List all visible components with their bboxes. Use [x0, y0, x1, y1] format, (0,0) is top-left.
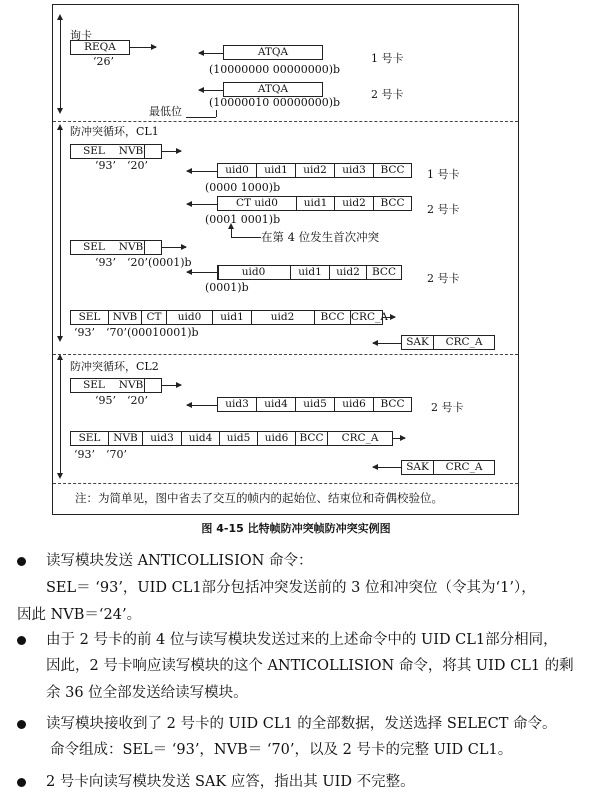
anticoll2-divider [144, 241, 145, 254]
sak1-sak: SAK [402, 336, 434, 349]
select2-uid4: uid4 [182, 432, 220, 445]
bullet-4-line-1: 2 号卡向读写模块发送 SAK 应答，指出其 UID 不完整。 [46, 774, 415, 790]
atqa1-bits: (10000000 00000000)b [209, 63, 341, 76]
timeline-line-1 [60, 17, 61, 110]
anticoll1-code: ‘93’ ‘20’ [95, 159, 148, 172]
bullet-4-dot [17, 778, 26, 787]
anticoll1-nvb: NVB [118, 145, 144, 157]
atqa1-arrow [199, 53, 223, 54]
bullet-3-line-1: 读写模块接收到了 2 号卡的 UID CL1 的全部数据，发送选择 SELECT 命令。 [46, 716, 557, 732]
cl2-uid6: uid6 [335, 398, 374, 411]
collision-note: 在第 4 位发生首次冲突 [261, 230, 380, 244]
card1-uid-arrow [187, 171, 217, 172]
anticoll2-nvb: NVB [118, 241, 144, 253]
select1-nvb: NVB [109, 311, 142, 324]
divider-1 [53, 121, 518, 122]
card1-uid3: uid3 [335, 164, 374, 177]
atqa2-arrow [199, 90, 223, 91]
reqa-arrow [130, 47, 156, 48]
sak2-crc: CRC_A [445, 461, 483, 473]
bullet-2-line-2: 因此，2 号卡响应读写模块的这个 ANTICOLLISION 命令，将其 UID CL1 的剩 [46, 658, 574, 674]
timeline-down-arrow-3 [57, 473, 63, 479]
anticoll3-nvb: NVB [118, 379, 144, 391]
card2-uid0: uid0 [254, 197, 278, 209]
anticoll2-arrow [162, 247, 186, 248]
card1-label-b: 1 号卡 [427, 168, 460, 181]
section-cl1-title: 防冲突循环，CL1 [70, 125, 159, 138]
anticoll1-arrow [162, 151, 181, 152]
bullet-3-line-2: 命令组成：SEL＝ ‘93’，NVB＝ ‘70’，以及 2 号卡的完整 UID CL1。 [50, 742, 513, 758]
select1-arrow [383, 317, 395, 318]
reqa-frame [70, 40, 130, 55]
card2-uid2: uid2 [335, 197, 374, 210]
atqa1-frame [223, 45, 323, 60]
figure-note: 注：为简单见，图中省去了交互的帧内的起始位、结束位和奇偶校验位。 [75, 491, 443, 505]
sak1-arrow [373, 343, 401, 344]
card2-rest-bcc: BCC [372, 266, 396, 278]
card2-cl2-frame [217, 397, 412, 412]
reqa-label: REQA [84, 41, 116, 53]
section-request-title: 询卡 [70, 29, 92, 42]
select1-frame [70, 310, 388, 325]
card2-label-c: 2 号卡 [427, 272, 460, 285]
select2-code: ‘93’ ‘70’ [74, 448, 127, 461]
bullet-1-line-2: SEL＝ ‘93’，UID CL1部分包括冲突发送前的 3 位和冲突位（令其为‘1’）， [46, 580, 536, 596]
card2-label-a: 2 号卡 [371, 88, 404, 101]
collision-pointer-tip [228, 223, 234, 229]
bullet-1-dot [17, 557, 26, 566]
bullet-2-line-1: 由于 2 号卡的前 4 位与读写模块发送过来的上述命令中的 UID CL1部分相同， [46, 632, 558, 648]
anticoll3-arrow [162, 385, 181, 386]
select2-frame [70, 431, 393, 446]
card2-uid1: uid1 [296, 197, 335, 210]
lowest-bit-tick [216, 110, 217, 117]
card1-uid-bits: (0000 1000)b [205, 181, 281, 194]
bullet-1-line-3: 因此 NVB＝‘24’。 [17, 607, 142, 623]
card1-bcc: BCC [380, 164, 405, 176]
card2-label-b: 2 号卡 [427, 203, 460, 216]
anticoll1-frame [70, 144, 162, 159]
timeline-line-3 [60, 357, 61, 474]
card2-ct-uid0 [218, 197, 296, 210]
select2-arrow [393, 438, 405, 439]
lowest-bit-leader [186, 117, 216, 118]
card1-uid2: uid2 [296, 164, 335, 177]
sak2-frame [401, 460, 495, 475]
bullet-2-dot [17, 636, 26, 645]
card2-rest-uid1: uid1 [291, 266, 330, 279]
atqa1-label: ATQA [257, 46, 289, 58]
card1-uid-frame [217, 163, 412, 178]
card1-label-a: 1 号卡 [371, 52, 404, 65]
anticoll3-sel: SEL [83, 379, 105, 391]
card2-rest-uid0: uid0 [217, 266, 291, 279]
anticoll3-frame [70, 378, 162, 393]
sak1-frame [401, 335, 495, 350]
atqa2-label: ATQA [257, 83, 289, 95]
card2-label-d: 2 号卡 [431, 401, 464, 414]
reqa-code: ‘26’ [93, 55, 114, 68]
timeline-down-arrow-2 [57, 336, 63, 342]
select1-uid1: uid1 [220, 311, 244, 323]
card2-rest-frame [217, 265, 402, 280]
card2-rest-arrow [187, 272, 217, 273]
section-cl2-title: 防冲突循环，CL2 [70, 360, 159, 373]
card2-uid-frame [217, 196, 412, 211]
anticoll2-sel: SEL [83, 241, 105, 253]
anticoll1-sel: SEL [83, 145, 105, 157]
select1-uid2: uid2 [251, 311, 315, 324]
select1-crc: CRC_A [351, 311, 388, 323]
select2-uid3: uid3 [143, 432, 182, 445]
cl2-uid3: uid3 [218, 398, 257, 411]
select2-nvb: NVB [109, 432, 143, 445]
select2-uid6: uid6 [258, 432, 296, 445]
anticollision-figure [52, 4, 519, 515]
select1-uid0: uid0 [167, 311, 213, 324]
select2-sel: SEL [71, 432, 109, 445]
cl2-bcc: BCC [380, 398, 405, 410]
collision-pointer-leader [231, 237, 261, 238]
figure-caption: 图 4-15 比特帧防冲突帧防冲突实例图 [201, 522, 391, 535]
select2-crc: CRC_A [341, 432, 379, 444]
anticoll2-code: ‘93’ ‘20’(0001)b [95, 256, 192, 269]
timeline-down-arrow-1 [57, 108, 63, 114]
sak2-arrow [373, 467, 401, 468]
select1-code: ‘93’ ‘70’(00010001)b [74, 326, 199, 339]
timeline-up-arrow-2 [57, 124, 63, 130]
cl2-uid5: uid5 [296, 398, 335, 411]
bullet-3-dot [17, 720, 26, 729]
select1-ct: CT [142, 311, 167, 324]
cl2-uid4: uid4 [257, 398, 296, 411]
atqa2-bits: (10000010 00000000)b [209, 96, 341, 109]
divider-3 [53, 483, 518, 484]
card1-uid1: uid1 [257, 164, 296, 177]
select1-bcc: BCC [315, 311, 351, 324]
card2-rest-bits: (0001)b [205, 281, 249, 294]
lowest-bit-label: 最低位 [149, 105, 182, 118]
select1-sel: SEL [71, 311, 109, 324]
sak1-crc: CRC_A [445, 336, 483, 348]
bullet-2-line-3: 余 36 位全部发送给读写模块。 [46, 685, 248, 701]
anticoll3-code: ‘95’ ‘20’ [95, 394, 148, 407]
select2-uid5: uid5 [220, 432, 258, 445]
card2-ct: CT [236, 197, 252, 209]
anticoll2-frame [70, 240, 162, 255]
timeline-line-2 [60, 127, 61, 337]
card2-cl2-arrow [187, 405, 217, 406]
sak2-sak: SAK [402, 461, 434, 474]
card2-uid-bits: (0001 0001)b [205, 213, 281, 226]
card1-uid0: uid0 [218, 164, 257, 177]
anticoll1-divider [144, 145, 145, 158]
divider-2 [53, 354, 518, 355]
timeline-up-arrow-1 [57, 14, 63, 20]
anticoll3-divider [144, 379, 145, 392]
card2-rest-uid2: uid2 [330, 266, 367, 279]
atqa2-frame [223, 82, 323, 97]
bullet-1-line-1: 读写模块发送 ANTICOLLISION 命令： [46, 553, 313, 569]
select2-bcc: BCC [296, 432, 328, 445]
card2-bcc: BCC [380, 197, 405, 209]
card2-uid-arrow [187, 204, 217, 205]
